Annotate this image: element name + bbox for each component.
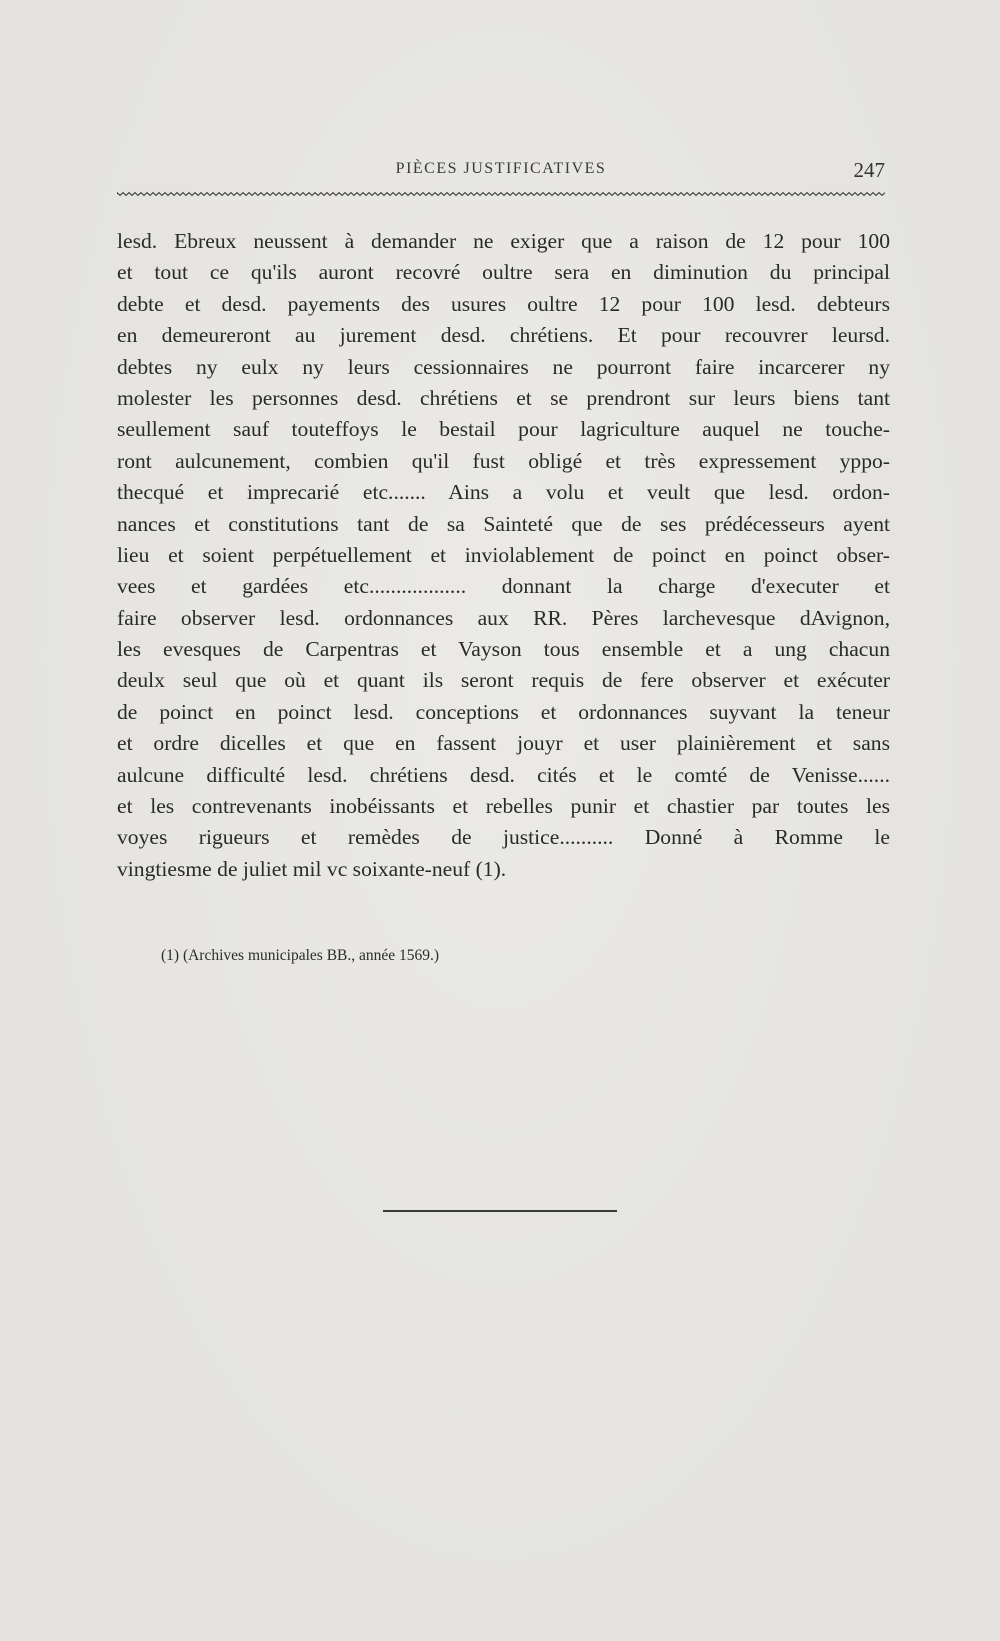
text-line: de poinct en poinct lesd. conceptions et ordonnances suyvant la teneur (117, 699, 890, 724)
text-line: en demeureront au jurement desd. chrétiens. Et pour recouvrer leursd. (117, 323, 890, 348)
body-paragraph (117, 226, 890, 885)
text-line: ront aulcunement, combien qu'il fust obligé et très expressement yppo- (117, 448, 890, 473)
text-line: lesd. Ebreux neussent à demander ne exiger que a raison de 12 pour 100 (117, 229, 890, 253)
text-line: et tout ce qu'ils auront recovré oultre sera en diminution du principal (117, 260, 890, 285)
text-line: et ordre dicelles et que en fassent jouyr et user plainièrement et sans (117, 731, 890, 756)
running-header (117, 160, 885, 184)
text-line: faire observer lesd. ordonnances aux RR. Pères larchevesque dAvignon, (117, 605, 890, 630)
text-line: deulx seul que où et quant ils seront requis de fere observer et exécuter (117, 668, 890, 693)
running-title: PIÈCES JUSTIFICATIVES (395, 160, 607, 177)
text-line: nances et constitutions tant de sa Sainteté que de ses prédécesseurs ayent (117, 511, 890, 536)
text-line: molester les personnes desd. chrétiens et se prendront sur leurs biens tant (117, 385, 890, 410)
text-line: et les contrevenants inobéissants et rebelles punir et chastier par toutes les (117, 794, 890, 819)
text-line: seullement sauf touteffoys le bestail pour lagriculture auquel ne touche- (117, 417, 890, 442)
text-line: lieu et soient perpétuellement et inviolablement de poinct en poinct obser- (117, 542, 890, 567)
text-line: debte et desd. payements des usures oultre 12 pour 100 lesd. debteurs (117, 291, 890, 316)
text-line: vees et gardées etc.................. donnant la charge d'executer et (117, 574, 890, 599)
body-text (117, 226, 890, 885)
header-wavy-rule (117, 191, 885, 197)
text-line: aulcune difficulté lesd. chrétiens desd. cités et le comté de Venisse...... (117, 762, 890, 787)
footnote: (1) (Archives municipales BB., année 1569.) (161, 947, 440, 964)
text-line: les evesques de Carpentras et Vayson tous ensemble et a ung chacun (117, 637, 890, 662)
text-line: debtes ny eulx ny leurs cessionnaires ne pourront faire incarcerer ny (117, 354, 890, 379)
page-number: 247 (853, 158, 885, 182)
text-line: vingtiesme de juliet mil vc soixante-neuf (1). (117, 856, 507, 881)
text-line: thecqué et imprecarié etc....... Ains a volu et veult que lesd. ordon- (117, 480, 890, 505)
text-line: voyes rigueurs et remèdes de justice.......... Donné à Romme le (117, 825, 890, 850)
end-rule (383, 1210, 617, 1212)
